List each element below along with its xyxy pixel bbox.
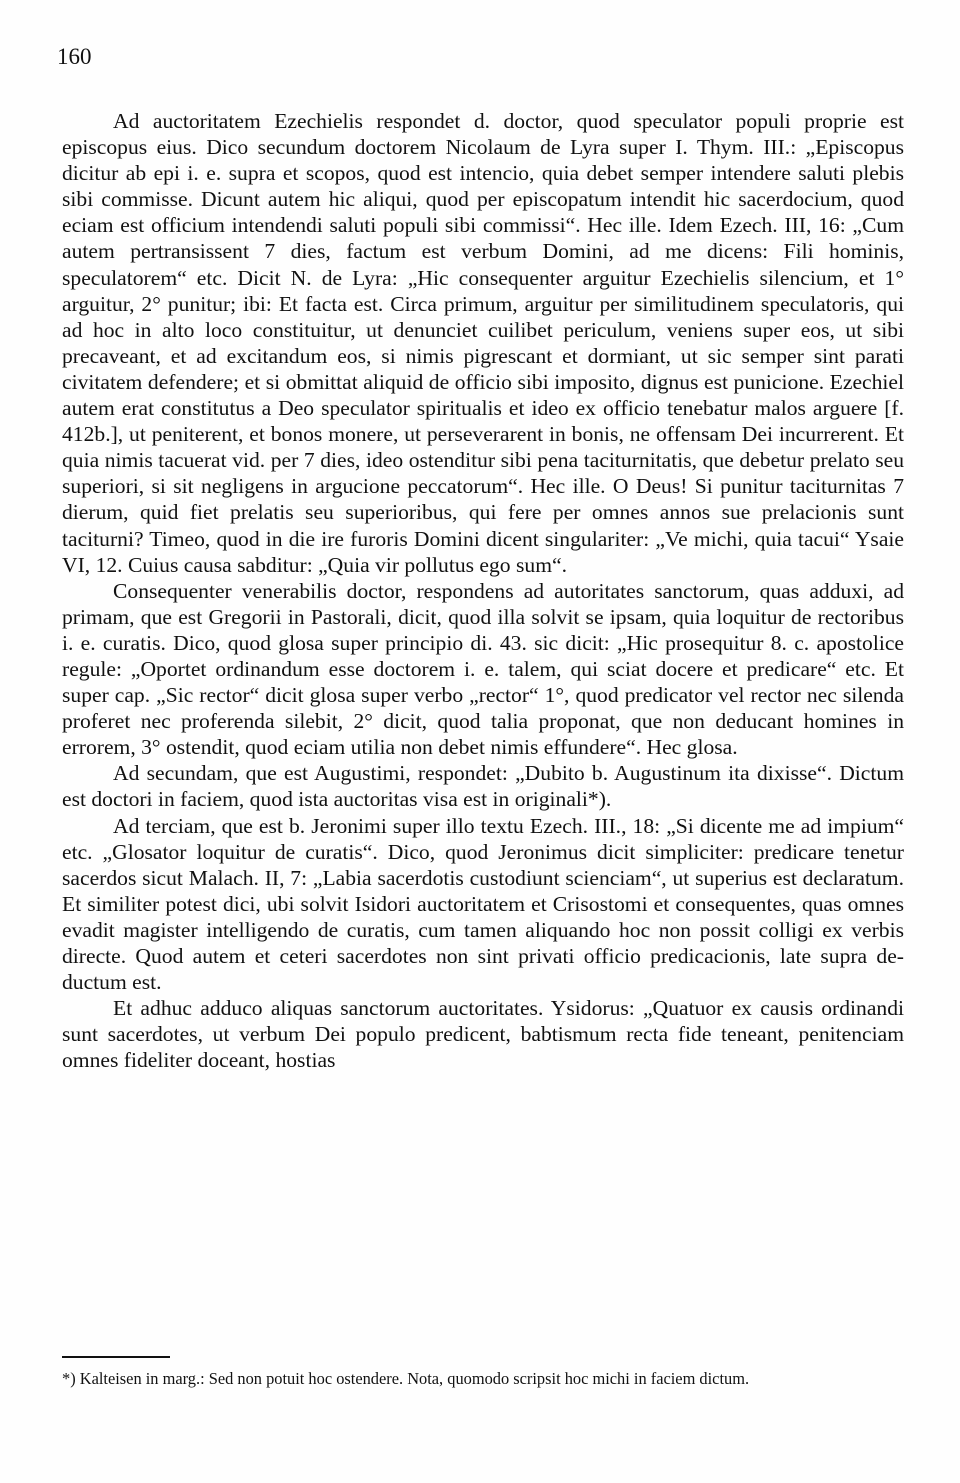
body-text: [62, 108, 904, 1073]
paragraph-et-adhuc: Et adhuc adduco aliquas sanctorum auctoritates. Ysidorus: „Quatuor ex causis ordinandi sunt sacerdotes, ut verbum Dei populo predicent, babtismum recta fide teneant, penitenciam omnes fideliter doceant, hostias: [62, 996, 904, 1073]
paragraph-consequenter: Consequenter venerabilis doctor, respondens ad autoritates sanctorum, quas adduxi, ad primam, que est Gregorii in Pastorali, dicit, quod illa solvit se ipsam, quia loquitur de rectoribus i. e. curatis. Dico, quod glosa super principio di. 43. sic dicit: „Hic prosequitur 8. c. apostolice regule: „Oportet ordinandum esse doctorem i. e. talem, qui sciat docere et predicare“ etc. Et super cap. „Sic rector“ dicit glosa super verbo „rector“ 1°, quod predicator vel rector nec silenda proferet nec proferenda silebit, 2° dicit, quod talia proponat, que non deducant homines in errorem, 3° ostendit, quod eciam utilia non debet nimis effundere“. Hec glosa.: [62, 578, 904, 760]
paragraph-ad-secundam: Ad secundam, que est Augustimi, respondet: „Dubito b. Augustinum ita dixisse“. Dictum est doctori in faciem, quod ista auctoritas visa est in originali*).: [62, 761, 904, 812]
footnote-divider: [62, 1356, 170, 1358]
footnote: *) Kalteisen in marg.: Sed non potuit hoc ostendere. Nota, quomodo scripsit hoc michi in faciem dictum.: [62, 1369, 750, 1388]
page-number: 160: [57, 44, 92, 69]
paragraph-ad-terciam: Ad terciam, que est b. Jeronimi super illo textu Ezech. III., 18: „Si dicente me ad impium“ etc. „Glosator loquitur de curatis“. Dico, quod Jeronimus dicit simpliciter: predicare tenetur sacerdos sicut Malach. II, 7: „Labia sacerdotis custodiunt scienciam“, ut superius est declaratum. Et similiter potest dici, ubi solvit Isidori auctoritatem et Crisostomi et consequentes, quas omnes evadit magister intelligendo de curatis, cum tamen aliquando hoc non possit colligi ex verbis directe. Quod autem et ceteri sacerdotes non sint privati officio predicacionis, late supra deductum est.: [62, 813, 904, 995]
paragraph-ezechiel: Ad auctoritatem Ezechielis respondet d. doctor, quod speculator populi proprie est episcopus eius. Dico secundum doctorem Nicolaum de Lyra super I. Thym. III.: „Episcopus dicitur ab epi i. e. supra et scopos, quod est intencio, quia debet semper intendere saluti plebis sibi commisse. Dicunt autem hic aliqui, quod per episcopatum intendit hic sacerdocium, quod eciam est officium intendendi saluti populi sibi commissi“. Hec ille. Idem Ezech. III, 16: „Cum autem pertransissent 7 dies, factum est verbum Domini, ad me dicens: Fili hominis, speculatorem“ etc. Dicit N. de Lyra: „Hic consequenter arguitur Ezechielis silencium, et 1° arguitur, 2° punitur; ibi: Et facta est. Circa primum, arguitur per similitudinem speculatoris, qui ad hoc in alto loco constituitur, ut denunciet cuilibet periculum, veniens super eos, ut sibi precaveant, et ad excitandum eos, si nimis pigrescant et dormiant, ut sic semper sint parati civitatem defendere; et si obmittat aliquid de officio sibi imposito, dignus est punicione. Ezechiel autem erat constitutus a Deo speculator spiritualis et ideo ex officio tenebatur malos arguere [f. 412b.], ut peniterent, et bonos monere, ut perseverarent in bonis, ne offensam Dei incurrerent. Et quia nimis tacuerat vid. per 7 dies, ideo ostenditur sibi pena taciturnitatis, que debetur prelato seu superiori, si sit negligens in argucione peccatorum“. Hec ille. O Deus! Si punitur taciturnitas 7 dierum, quid fiet prelatis seu superioribus, qui fere per omnes annos sue prelacionis sunt taciturni? Timeo, quod in die ire furoris Domini dicent singulariter: „Ve michi, quia tacui“ Ysaie VI, 12. Cuius causa sabditur: „Quia vir pollutus ego sum“.: [62, 109, 904, 577]
